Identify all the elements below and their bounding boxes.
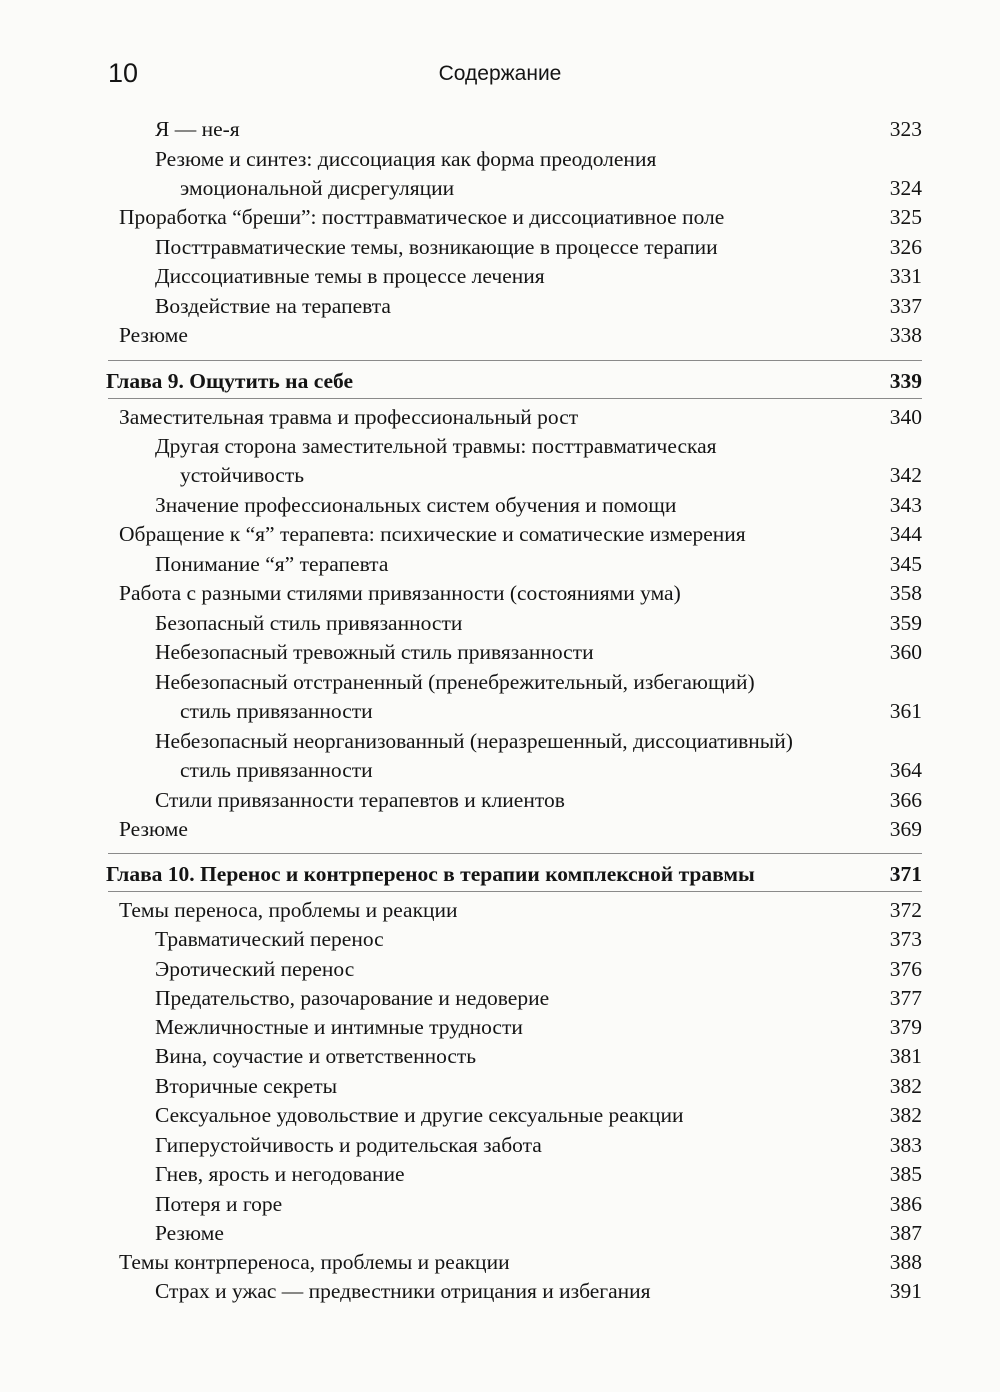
toc-entry-title: Небезопасный тревожный стиль привязанности — [155, 640, 594, 664]
toc-entry-page: 361 — [889, 699, 922, 723]
toc-entry-page: 360 — [889, 640, 922, 664]
toc-entry-page: 324 — [889, 176, 922, 200]
toc-entry-title: Резюме и синтез: диссоциация как форма преодоления — [155, 147, 657, 171]
toc-chapter-title: Глава 10. Перенос и контрперенос в терапии комплексной травмы — [106, 862, 755, 886]
toc-entry-page: 344 — [889, 522, 922, 546]
divider — [108, 891, 922, 892]
toc-entry-title: эмоциональной дисрегуляции — [180, 176, 455, 200]
toc-entry-title: Работа с разными стилями привязанности (состояниями ума) — [119, 581, 681, 605]
toc-entry-page: 377 — [889, 986, 922, 1010]
toc-entry-page: 385 — [889, 1162, 922, 1186]
toc-entry-title: Сексуальное удовольствие и другие сексуальные реакции — [155, 1103, 684, 1127]
toc-entry-title: Вина, соучастие и ответственность — [155, 1044, 477, 1068]
toc-entry-title: Страх и ужас — предвестники отрицания и избегания — [155, 1279, 651, 1303]
toc-entry-page: 388 — [889, 1250, 922, 1274]
toc-entry-title: стиль привязанности — [180, 758, 373, 782]
toc-entry-title: Небезопасный отстраненный (пренебрежительный, избегающий) — [155, 670, 755, 694]
toc-entry-page: 342 — [889, 463, 922, 487]
toc-entry-title: Диссоциативные темы в процессе лечения — [155, 264, 545, 288]
toc-entry-page: 338 — [889, 323, 922, 347]
toc-entry-title: Небезопасный неорганизованный (неразрешенный, диссоциативный) — [155, 729, 793, 753]
toc-entry-title: Воздействие на терапевта — [155, 294, 391, 318]
page-number: 10 — [108, 58, 139, 88]
toc-entry-page: 376 — [889, 957, 922, 981]
toc-entry-title: Темы переноса, проблемы и реакции — [119, 898, 458, 922]
toc-entry-title: Значение профессиональных систем обучения и помощи — [155, 493, 677, 517]
toc-entry-title: Резюме — [119, 817, 188, 841]
toc-entry-title: Гиперустойчивость и родительская забота — [155, 1133, 542, 1157]
toc-entry-title: Другая сторона заместительной травмы: посттравматическая — [155, 434, 717, 458]
toc-entry-page: 337 — [889, 294, 922, 318]
toc-entry-page: 386 — [889, 1192, 922, 1216]
divider — [108, 853, 922, 854]
toc-entry-title: Предательство, разочарование и недоверие — [155, 986, 550, 1010]
divider — [108, 360, 922, 361]
toc-entry-title: Посттравматические темы, возникающие в процессе терапии — [155, 235, 718, 259]
toc-entry-page: 343 — [889, 493, 922, 517]
toc-entry-title: устойчивость — [180, 463, 305, 487]
toc-chapter-title: Глава 9. Ощутить на себе — [106, 369, 354, 393]
divider — [108, 398, 922, 399]
toc-entry-page: 326 — [889, 235, 922, 259]
toc-chapter-page: 339 — [889, 369, 922, 393]
toc-entry-title: Резюме — [119, 323, 188, 347]
toc-entry-page: 331 — [889, 264, 922, 288]
toc-entry-page: 345 — [889, 552, 922, 576]
toc-entry-title: стиль привязанности — [180, 699, 373, 723]
toc-entry-title: Травматический перенос — [155, 927, 384, 951]
toc-entry-page: 366 — [889, 788, 922, 812]
toc-entry-title: Межличностные и интимные трудности — [155, 1015, 523, 1039]
toc-entry-title: Понимание “я” терапевта — [155, 552, 389, 576]
toc-entry-title: Я — не-я — [155, 117, 240, 141]
toc-chapter-page: 371 — [889, 862, 922, 886]
toc-entry-title: Вторичные секреты — [155, 1074, 338, 1098]
toc-entry-page: 323 — [889, 117, 922, 141]
toc-entry-page: 391 — [889, 1279, 922, 1303]
toc-entry-page: 325 — [889, 205, 922, 229]
toc-entry-page: 383 — [889, 1133, 922, 1157]
toc-entry-title: Проработка “бреши”: посттравматическое и диссоциативное поле — [119, 205, 725, 229]
toc-entry-page: 358 — [889, 581, 922, 605]
toc-entry-page: 382 — [889, 1103, 922, 1127]
toc-entry-page: 373 — [889, 927, 922, 951]
toc-entry-page: 379 — [889, 1015, 922, 1039]
toc-entry-title: Заместительная травма и профессиональный рост — [119, 405, 579, 429]
toc-entry-page: 372 — [889, 898, 922, 922]
toc-entry-title: Безопасный стиль привязанности — [155, 611, 463, 635]
toc-entry-title: Потеря и горе — [155, 1192, 283, 1216]
toc-entry-title: Обращение к “я” терапевта: психические и соматические измерения — [119, 522, 746, 546]
toc-entry-title: Эротический перенос — [155, 957, 355, 981]
toc-entry-page: 359 — [889, 611, 922, 635]
toc-entry-title: Стили привязанности терапевтов и клиентов — [155, 788, 565, 812]
toc-entry-title: Резюме — [155, 1221, 224, 1245]
toc-entry-page: 369 — [889, 817, 922, 841]
toc-entry-page: 387 — [889, 1221, 922, 1245]
toc-entry-title: Темы контрпереноса, проблемы и реакции — [119, 1250, 510, 1274]
running-head: Содержание — [438, 62, 562, 85]
toc-entry-page: 381 — [889, 1044, 922, 1068]
toc-entry-title: Гнев, ярость и негодование — [155, 1162, 405, 1186]
toc-entry-page: 364 — [889, 758, 922, 782]
toc-entry-page: 382 — [889, 1074, 922, 1098]
toc-entry-page: 340 — [889, 405, 922, 429]
